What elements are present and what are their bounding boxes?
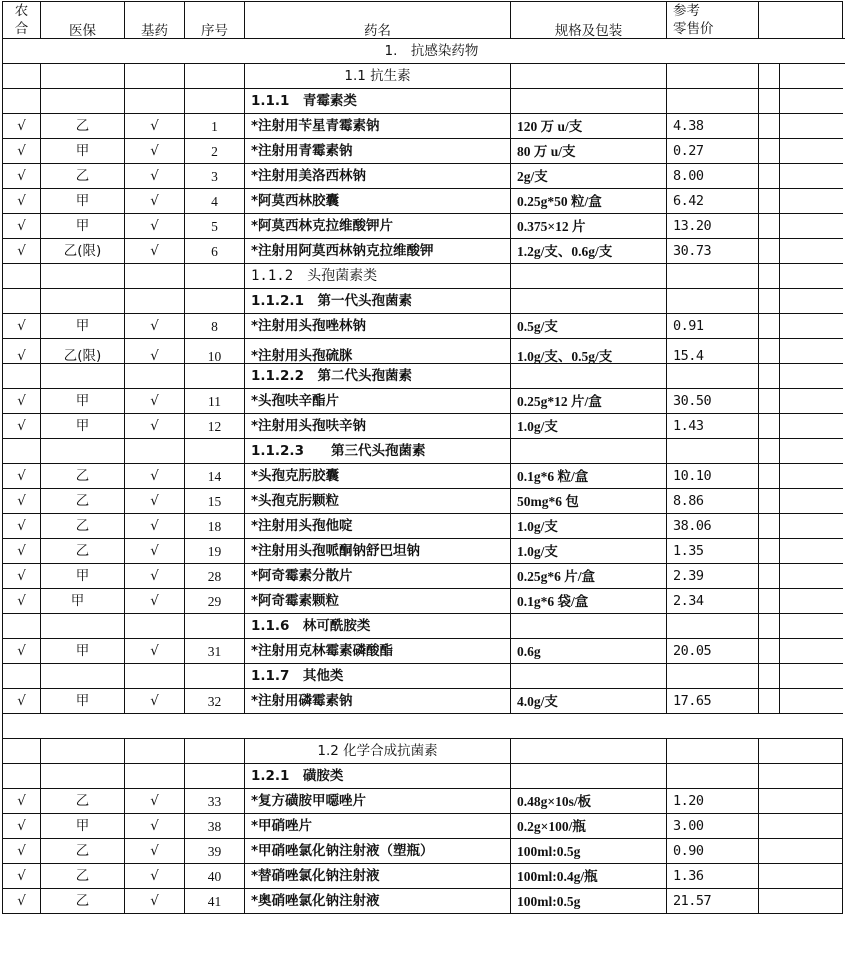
section-title-1-2-1: 1.2.1 磺胺类 — [245, 764, 511, 789]
drug-name: *替硝唑氯化钠注射液 — [245, 864, 511, 889]
drug-name: *甲硝唑片 — [245, 814, 511, 839]
drug-list-table — [2, 1, 845, 914]
drug-name: *阿奇霉素颗粒 — [245, 589, 511, 614]
header-blank — [759, 2, 843, 39]
table-row: √ 甲 √ 38 *甲硝唑片 0.2g×100/瓶 3.00 — [3, 814, 845, 839]
section-title-1-1-2-2: 1.1.2.2 第二代头孢菌素 — [245, 364, 511, 389]
table-header-row — [3, 2, 845, 39]
section-title-1-1-2: 1.1.2 头孢菌素类 — [245, 264, 511, 289]
drug-name: *注射用头孢他啶 — [245, 514, 511, 539]
drug-name: *注射用苄星青霉素钠 — [245, 114, 511, 139]
table-row: √ 乙 √ 19 *注射用头孢哌酮钠舒巴坦钠 1.0g/支 1.35 — [3, 539, 845, 564]
header-xuhao: 序号 — [185, 2, 245, 39]
drug-name: *注射用头孢硫脒 — [245, 339, 511, 364]
drug-name: *注射用头孢呋辛钠 — [245, 414, 511, 439]
drug-name: *注射用头孢唑林钠 — [245, 314, 511, 339]
empty-separator-row — [3, 714, 845, 739]
table-row: √ 甲 √ 28 *阿奇霉素分散片 0.25g*6 片/盒 2.39 — [3, 564, 845, 589]
drug-name: *注射用头孢哌酮钠舒巴坦钠 — [245, 539, 511, 564]
drug-name: *头孢克肟颗粒 — [245, 489, 511, 514]
section-title-1-1-1: 1.1.1 青霉素类 — [245, 89, 511, 114]
table-row: √ 甲 √ 32 *注射用磷霉素钠 4.0g/支 17.65 — [3, 689, 845, 714]
drug-name: *复方磺胺甲噁唑片 — [245, 789, 511, 814]
section-title-1-1: 1.1 抗生素 — [245, 64, 511, 89]
table-row: √ 甲 √ 12 *注射用头孢呋辛钠 1.0g/支 1.43 — [3, 414, 845, 439]
drug-name: *注射用克林霉素磷酸酯 — [245, 639, 511, 664]
section-row — [3, 764, 845, 789]
header-jiyao: 基药 — [125, 2, 185, 39]
table-row: √ 甲 √ 2 *注射用青霉素钠 80 万 u/支 0.27 — [3, 139, 845, 164]
table-row: √ 乙 √ 40 *替硝唑氯化钠注射液 100ml:0.4g/瓶 1.36 — [3, 864, 845, 889]
table-row: √ 乙 √ 15 *头孢克肟颗粒 50mg*6 包 8.86 — [3, 489, 845, 514]
section-title-1-1-2-1: 1.1.2.1 第一代头孢菌素 — [245, 289, 511, 314]
table-row: √ 乙 √ 33 *复方磺胺甲噁唑片 0.48g×10s/板 1.20 — [3, 789, 845, 814]
drug-name: *阿莫西林胶囊 — [245, 189, 511, 214]
table-row: √ 甲 √ 11 *头孢呋辛酯片 0.25g*12 片/盒 30.50 — [3, 389, 845, 414]
drug-name: *注射用青霉素钠 — [245, 139, 511, 164]
drug-name: *阿莫西林克拉维酸钾片 — [245, 214, 511, 239]
table-row: √ 甲 √ 8 *注射用头孢唑林钠 0.5g/支 0.91 — [3, 314, 845, 339]
drug-name: *注射用美洛西林钠 — [245, 164, 511, 189]
section-row — [3, 664, 845, 689]
section-row — [3, 64, 845, 89]
table-row: √ 乙(限) √ 10 *注射用头孢硫脒 1.0g/支、0.5g/支 15.4 — [3, 339, 845, 364]
table-row: √ 乙 √ 39 *甲硝唑氯化钠注射液（塑瓶） 100ml:0.5g 0.90 — [3, 839, 845, 864]
table-row: √ 乙 √ 18 *注射用头孢他啶 1.0g/支 38.06 — [3, 514, 845, 539]
section-title-1-2: 1.2 化学合成抗菌素 — [245, 739, 511, 764]
drug-name: *阿奇霉素分散片 — [245, 564, 511, 589]
table-row: √ 乙 √ 41 *奥硝唑氯化钠注射液 100ml:0.5g 21.57 — [3, 889, 845, 914]
table-row: √ 乙 √ 3 *注射用美洛西林钠 2g/支 8.00 — [3, 164, 845, 189]
section-title-1-right: 1. 抗感染药物 — [3, 39, 511, 64]
table-row: √ 甲 √ 31 *注射用克林霉素磷酸酯 0.6g 20.05 — [3, 639, 845, 664]
drug-name: *头孢克肟胶囊 — [245, 464, 511, 489]
table-row: √ 甲 √ 4 *阿莫西林胶囊 0.25g*50 粒/盒 6.42 — [3, 189, 845, 214]
drug-name: *注射用磷霉素钠 — [245, 689, 511, 714]
header-yibao: 医保 — [41, 2, 125, 39]
section-title-1-1-2-3: 1.1.2.3 第三代头孢菌素 — [245, 439, 511, 464]
drug-name: *甲硝唑氯化钠注射液（塑瓶） — [245, 839, 511, 864]
table-row: √ 乙 √ 14 *头孢克肟胶囊 0.1g*6 粒/盒 10.10 — [3, 464, 845, 489]
section-row — [3, 264, 845, 289]
header-guige: 规格及包装 — [511, 2, 667, 39]
drug-name: *头孢呋辛酯片 — [245, 389, 511, 414]
section-row — [3, 364, 845, 389]
table-row: √ 乙(限) √ 6 *注射用阿莫西林钠克拉维酸钾 1.2g/支、0.6g/支 30.73 — [3, 239, 845, 264]
table-row: √ 乙 √ 1 *注射用苄星青霉素钠 120 万 u/支 4.38 — [3, 114, 845, 139]
section-title-1-cont — [511, 39, 845, 64]
drug-name: *奥硝唑氯化钠注射液 — [245, 889, 511, 914]
section-row — [3, 439, 845, 464]
section-title-1-1-6: 1.1.6 林可酰胺类 — [245, 614, 511, 639]
section-row — [3, 739, 845, 764]
header-price: 参考 零售价 — [667, 2, 759, 39]
section-row — [3, 89, 845, 114]
section-title-1-1-7: 1.1.7 其他类 — [245, 664, 511, 689]
header-nonghe: 农 合 — [3, 2, 41, 39]
table-row: √ 甲 √ 29 *阿奇霉素颗粒 0.1g*6 袋/盒 2.34 — [3, 589, 845, 614]
drug-name: *注射用阿莫西林钠克拉维酸钾 — [245, 239, 511, 264]
header-yaoming: 药名 — [245, 2, 511, 39]
section-row — [3, 614, 845, 639]
section-row — [3, 39, 845, 64]
table-row: √ 甲 √ 5 *阿莫西林克拉维酸钾片 0.375×12 片 13.20 — [3, 214, 845, 239]
section-row — [3, 289, 845, 314]
